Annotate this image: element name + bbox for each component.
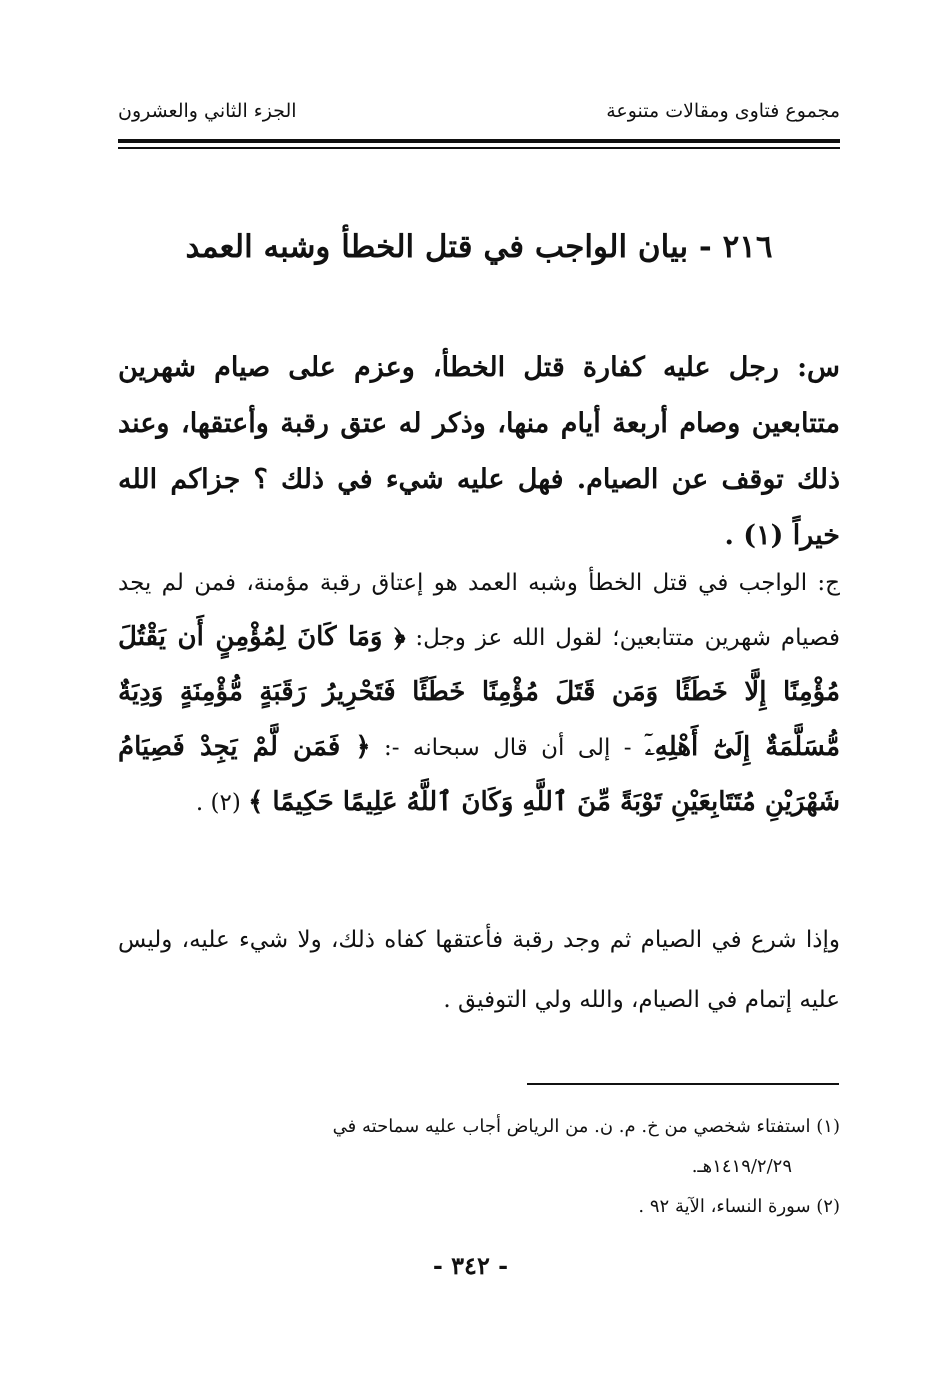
closing-paragraph: وإذا شرع في الصيام ثم وجد رقبة فأعتقها كفاه ذلك، ولا شيء عليه، وليس عليه إتمام في الصيام، والله ولي التوفيق .: [118, 927, 840, 1013]
verse-connector: - إلى أن قال سبحانه -:: [384, 735, 632, 761]
verse-footnote-ref: (٢) .: [195, 790, 241, 816]
header-rule-thick: [118, 139, 840, 143]
footnote-1-date: ١٤١٩/٢/٢٩هـ.: [691, 1156, 792, 1177]
footnote-1: (١) استفتاء شخصي من خ. م. ن. من الرياض أجاب عليه سماحته في: [332, 1116, 840, 1137]
quran-verse-1: ﴿ وَمَا كَانَ لِمُؤْمِنٍ أَن يَقْتُلَ مُؤْمِنًا إِلَّا خَطَئًا وَمَن قَتَلَ مُؤْمِنًا خَطَئًا فَتَحْرِيرُ رَقَبَةٍ مُّؤْمِنَةٍ وَدِيَةٌ مُّسَلَّمَةٌ إِلَىٰٓ أَهْلِهِۦٓ: [118, 622, 840, 762]
page-number: - ٣٤٢ -: [432, 1251, 509, 1280]
running-header: [118, 96, 840, 130]
quran-verse-2: ﴿ فَمَن لَّمْ يَجِدْ فَصِيَامُ شَهْرَيْنِ مُتَتَابِعَيْنِ تَوْبَةً مِّنَ ٱللَّهِ وَكَانَ ٱللَّهُ عَلِيمًا حَكِيمًا ﴾: [118, 732, 840, 817]
header-rule-thin: [118, 147, 840, 149]
book-title: مجموع فتاوى ومقالات متنوعة: [606, 100, 840, 122]
fatwa-title: ٢١٦ - بيان الواجب في قتل الخطأ وشبه العمد: [185, 229, 773, 265]
footnote-2: (٢) سورة النساء، الآية ٩٢ .: [638, 1196, 840, 1217]
question-paragraph: س: رجل عليه كفارة قتل الخطأ، وعزم على صيام شهرين متتابعين وصام أربعة أيام منها، وذكر له عتق رقبة وأعتقها، وعند ذلك توقف عن الصيام. فهل عليه شيء في ذلك ؟ جزاكم الله خيراً (١) .: [118, 352, 840, 551]
volume-label: الجزء الثاني والعشرون: [118, 100, 297, 122]
answer-paragraph: [118, 556, 840, 830]
footnote-separator: [527, 1083, 839, 1085]
answer-intro: ج: الواجب في قتل الخطأ وشبه العمد هو إعتاق رقبة مؤمنة، فمن لم يجد فصيام شهرين متتابعين؛ لقول الله عز وجل:: [118, 570, 841, 651]
footnotes: [118, 1107, 840, 1227]
